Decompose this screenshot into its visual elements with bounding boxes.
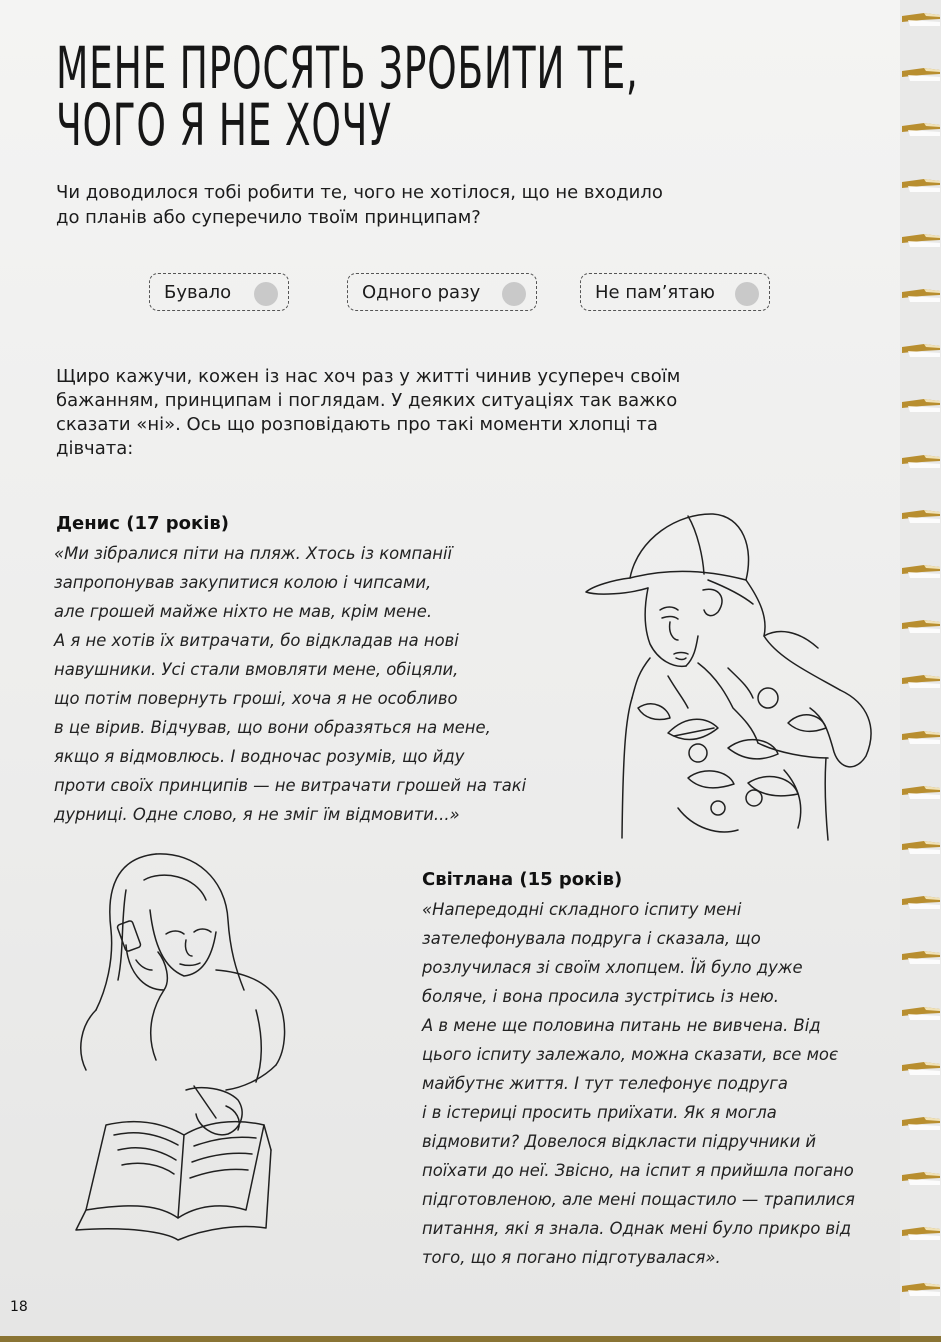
spiral-ring-icon [900,1004,941,1024]
spiral-ring-icon [900,838,941,858]
spiral-ring-icon [900,452,941,472]
title-line-2: ЧОГО Я НЕ ХОЧУ [56,91,392,159]
bottom-rule [0,1336,941,1342]
spiral-ring-icon [900,176,941,196]
answer-option-buvalo[interactable] [149,273,289,311]
title-line-1: МЕНЕ ПРОСЯТЬ ЗРОБИТИ ТЕ, [56,34,639,102]
answer-option-label: Одного разу [362,282,481,303]
spiral-ring-icon [900,507,941,527]
question-text: Чи доводилося тобі робити те, чого не хотілося, що не входило до планів або суперечило твоїм принципам? [56,182,663,228]
spiral-ring-icon [900,728,941,748]
spiral-ring-icon [900,1169,941,1189]
boy-line-illustration [578,508,890,848]
spiral-ring-icon [900,672,941,692]
spiral-ring-icon [900,120,941,140]
spiral-ring-icon [900,286,941,306]
intro-paragraph: Щиро кажучи, кожен із нас хоч раз у житті чинив усупереч своїм бажанням, принципам і поглядам. У деяких ситуаціях так важко сказати «ні». Ось що розповідають про такі моменти хлопці та дівчата: [56,366,681,459]
story-quote-svitlana: «Напередодні складного іспиту мені зателефонувала подруга і сказала, що розлучилася зі своїм хлопцем. Їй було дуже боляче, і вона просила зустрітись із нею. А в мене ще половина питань не вивчена. Від цього іспиту залежало, можна сказати, все моє майбутнє життя. І тут телефонує подруга і в істериці просить приїхати. Як я могла відмовити? Довелося відкласти підручники й поїхати до неї. Звісно, на іспит я прийшла погано підготовленою, але мені пощастило — трапилися питання, які я знала. Однак мені було прикро від того, що я погано підготувалася». [422,900,855,1267]
spiral-ring-icon [900,1280,941,1300]
spiral-ring-icon [900,1224,941,1244]
story-quote-denys: «Ми зібралися піти на пляж. Хтось із компанії запропонував закупитися колою і чипсами, але грошей майже ніхто не мав, крім мене. А я не хотів їх витрачати, бо відкладав на нові навушники. Усі стали вмовляти мене, обіцяли, що потім повернуть гроші, хоча я не особливо в це вірив. Відчував, що вони образяться на мене, якщо я відмовлюсь. І водночас розумів, що йду проти своїх принципів — не витрачати грошей на такі дурниці. Одне слово, я не зміг їм відмовити...» [54,544,527,824]
spiral-ring-icon [900,617,941,637]
answer-option-ne-pamiataiu[interactable] [580,273,770,311]
spiral-ring-icon [900,65,941,85]
answer-options [0,273,900,313]
spiral-ring-icon [900,562,941,582]
answer-option-label: Бувало [164,282,232,303]
radio-dot-icon[interactable] [735,282,759,306]
answer-option-odnogo-razu[interactable] [347,273,537,311]
spiral-ring-icon [900,1059,941,1079]
spiral-binding [899,0,941,1336]
radio-dot-icon[interactable] [254,282,278,306]
spiral-ring-icon [900,341,941,361]
answer-option-label: Не пам’ятаю [595,282,715,303]
spiral-ring-icon [900,1114,941,1134]
radio-dot-icon[interactable] [502,282,526,306]
page-number: 18 [10,1299,28,1315]
girl-line-illustration [66,850,316,1245]
story-name-svitlana: Світлана (15 років) [422,869,623,890]
spiral-ring-icon [900,948,941,968]
spiral-ring-icon [900,396,941,416]
page-title [56,34,639,159]
spiral-ring-icon [900,893,941,913]
spiral-ring-icon [900,231,941,251]
spiral-ring-icon [900,10,941,30]
spiral-ring-icon [900,783,941,803]
story-name-denys: Денис (17 років) [56,513,230,534]
